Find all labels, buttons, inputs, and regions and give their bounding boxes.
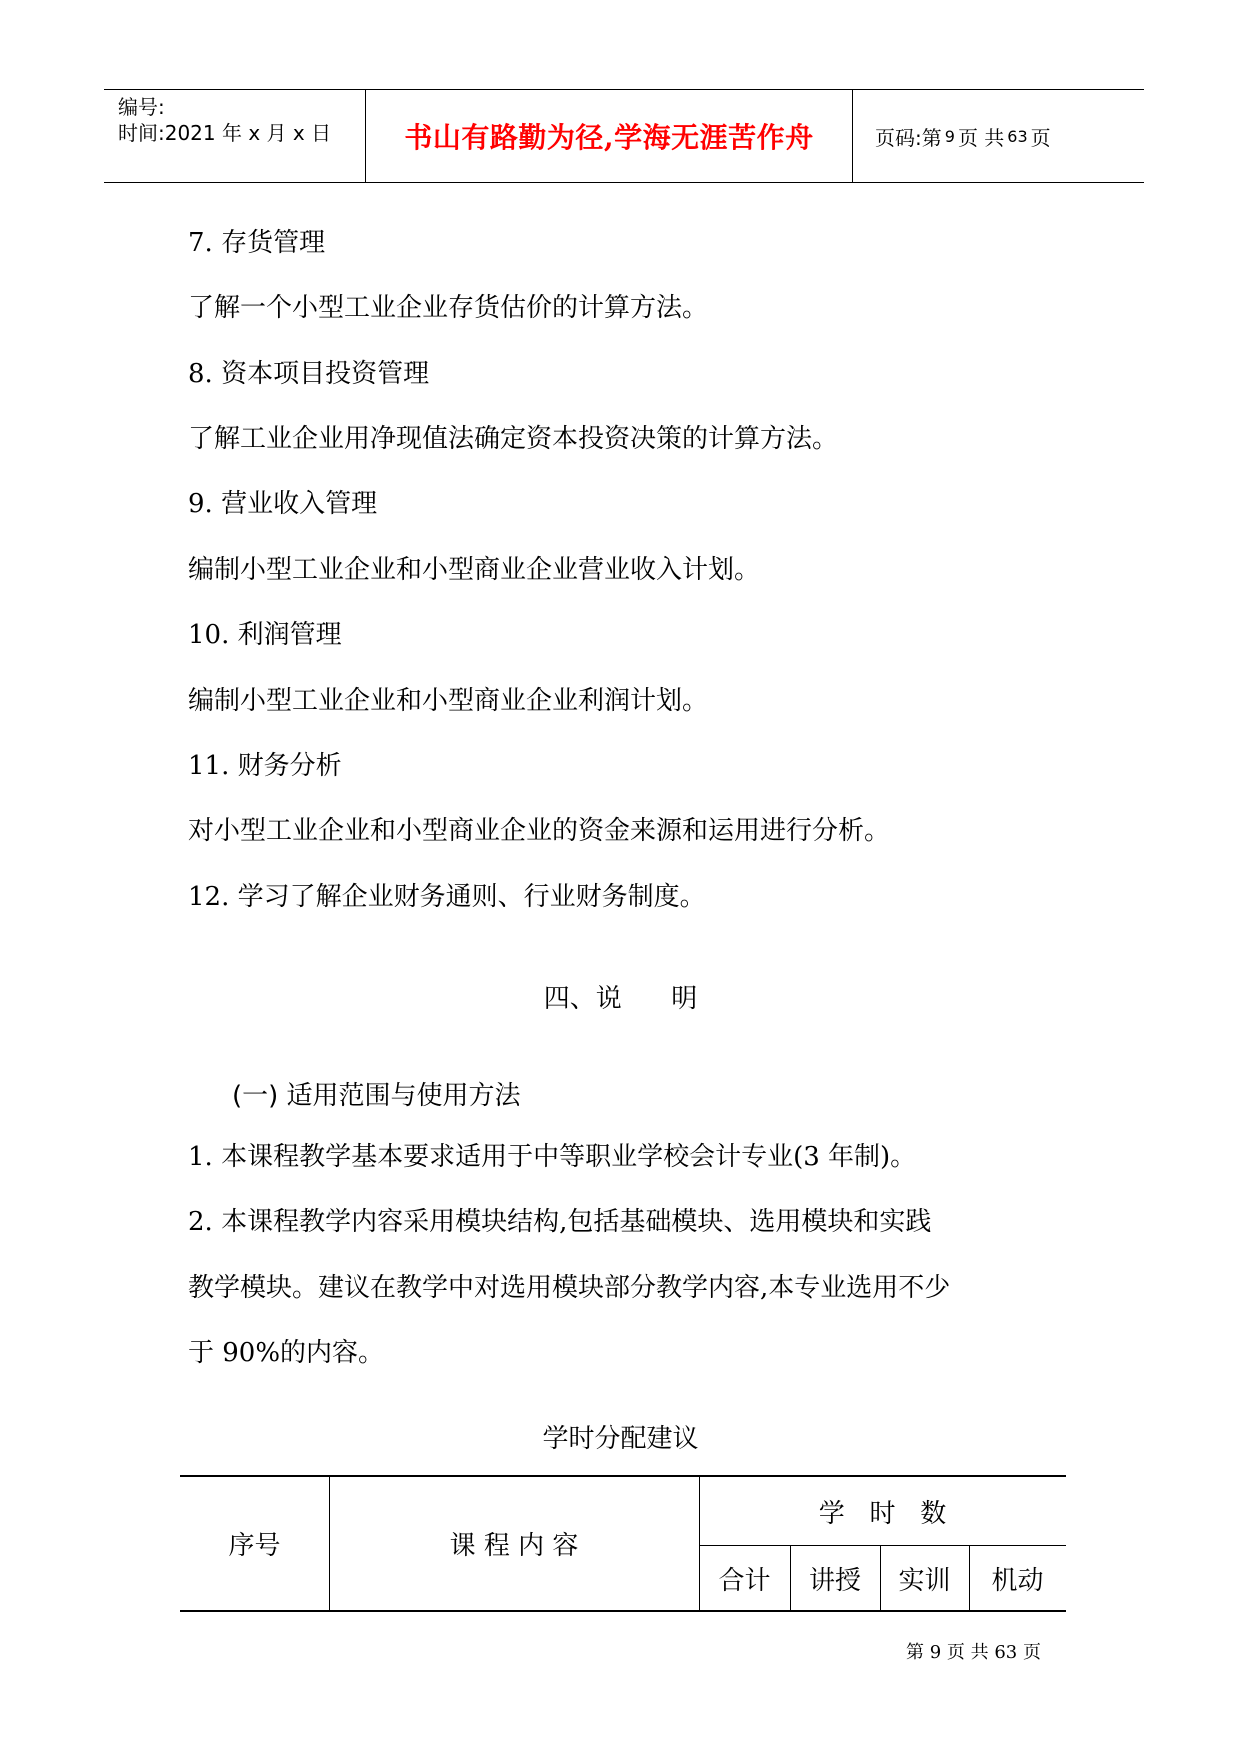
time-label: 时间:2021 年 x 月 x 日 (118, 121, 332, 145)
page-total: 63 (1007, 126, 1028, 146)
list-item: 9. 营业收入管理 (188, 489, 378, 519)
header-hours: 学 时 数 (818, 1498, 947, 1529)
list-item: 了解工业企业用净现值法确定资本投资决策的计算方法。 (188, 424, 839, 454)
page-current: 9 (944, 126, 955, 146)
header-page-number (853, 90, 1144, 182)
list-item: 编制小型工业企业和小型商业企业营业收入计划。 (188, 555, 761, 585)
list-item: 10. 利润管理 (188, 620, 342, 650)
page-mid: 页 共 (957, 125, 1005, 150)
header-motto: 书山有路勤为径,学海无涯苦作舟 (366, 90, 853, 182)
list-item: 11. 财务分析 (188, 751, 342, 781)
header-lecture: 讲授 (808, 1565, 861, 1596)
serial-label: 编号: (118, 95, 165, 119)
header-index: 序号 (228, 1531, 281, 1561)
list-item: 12. 学习了解企业财务通则、行业财务制度。 (188, 882, 706, 912)
table-title: 学时分配建议 (542, 1424, 699, 1454)
header-practice: 实训 (898, 1565, 951, 1596)
list-item: 编制小型工业企业和小型商业企业利润计划。 (188, 686, 709, 716)
list-item: 对小型工业企业和小型商业企业的资金来源和运用进行分析。 (188, 816, 891, 846)
header-flexible: 机动 (991, 1565, 1044, 1596)
header-total: 合计 (718, 1565, 771, 1596)
list-item: 7. 存货管理 (188, 228, 326, 258)
section-title: 四、说 明 (543, 984, 698, 1014)
hours-table (180, 1475, 1066, 1612)
list-item: 8. 资本项目投资管理 (188, 359, 430, 389)
header-meta-cell (104, 90, 366, 182)
header-content: 课 程 内 容 (449, 1531, 579, 1561)
page-prefix: 页码:第 (875, 125, 942, 150)
subsection-title: (一) 适用范围与使用方法 (232, 1081, 521, 1111)
page-footer: 第 9 页 共 63 页 (906, 1642, 1041, 1663)
explanation-line: 于 90%的内容。 (188, 1338, 385, 1368)
list-item: 了解一个小型工业企业存货估价的计算方法。 (188, 293, 709, 323)
page-header (104, 89, 1144, 183)
explanation-line: 教学模块。建议在教学中对选用模块部分教学内容,本专业选用不少 (188, 1273, 951, 1303)
explanation-line: 1. 本课程教学基本要求适用于中等职业学校会计专业(3 年制)。 (188, 1142, 917, 1172)
explanation-line: 2. 本课程教学内容采用模块结构,包括基础模块、选用模块和实践 (188, 1207, 932, 1237)
page-suffix: 页 (1030, 125, 1051, 150)
